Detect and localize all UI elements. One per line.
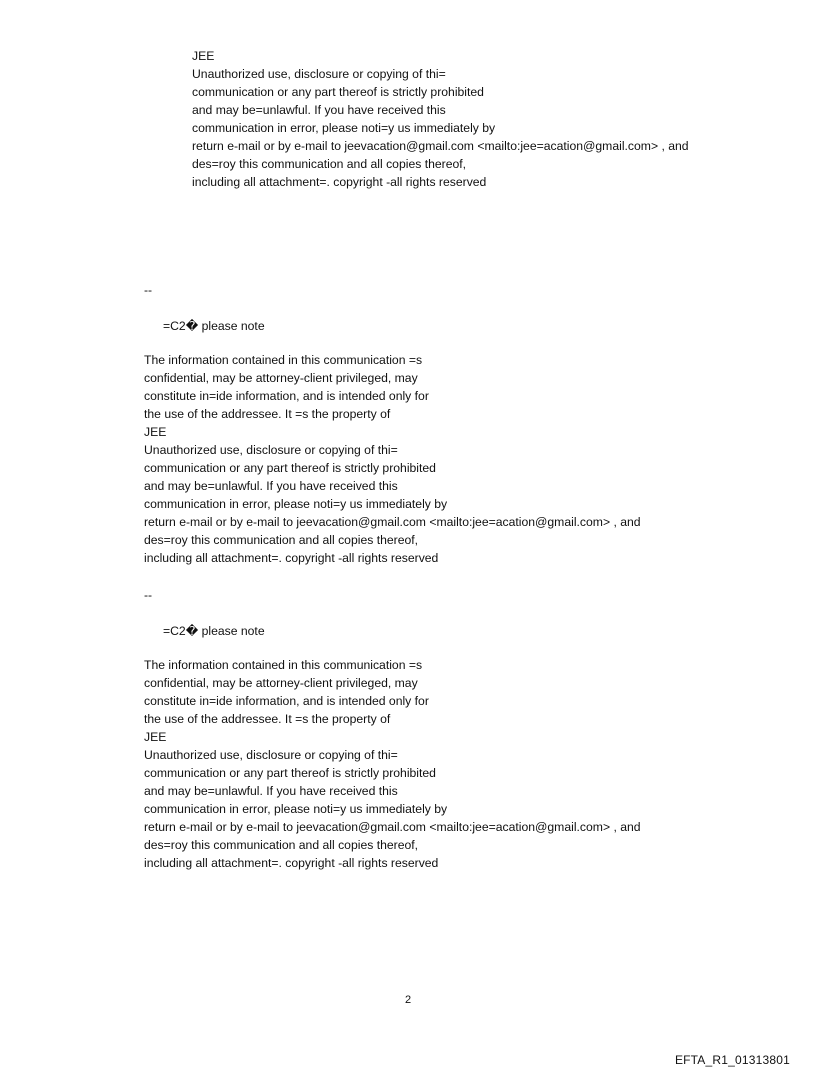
section-1-line-9: communication in error, please noti=y us immediately by xyxy=(144,497,448,511)
section-1-line-7: communication or any part thereof is strictly prohibited xyxy=(144,461,436,475)
section-2-line-1: The information contained in this communication =s xyxy=(144,658,423,672)
section-2-line-10: return e-mail or by e-mail to jeevacation@gmail.com <mailto:jee=acation@gmail.com> , and xyxy=(144,820,641,834)
section-1-note: =C2� please note xyxy=(163,319,265,333)
section-2-separator: -- xyxy=(144,588,153,602)
section-2-line-2: confidential, may be attorney-client privileged, may xyxy=(144,676,418,690)
page-number: 2 xyxy=(404,994,412,1006)
section-1-line-8: and may be=unlawful. If you have received this xyxy=(144,479,398,493)
section-1-line-5: JEE xyxy=(144,425,167,439)
top-line-6: return e-mail or by e-mail to jeevacation@gmail.com <mailto:jee=acation@gmail.com> , and xyxy=(192,139,689,153)
section-1-line-1: The information contained in this communication =s xyxy=(144,353,423,367)
section-2-line-4: the use of the addressee. It =s the property of xyxy=(144,712,391,726)
section-1-line-11: des=roy this communication and all copies thereof, xyxy=(144,533,419,547)
top-line-2: Unauthorized use, disclosure or copying of thi= xyxy=(192,67,446,81)
section-2-line-9: communication in error, please noti=y us immediately by xyxy=(144,802,448,816)
section-2-line-6: Unauthorized use, disclosure or copying of thi= xyxy=(144,748,398,762)
section-1-line-12: including all attachment=. copyright -all rights reserved xyxy=(144,551,439,565)
top-line-4: and may be=unlawful. If you have received this xyxy=(192,103,446,117)
section-1-line-10: return e-mail or by e-mail to jeevacation@gmail.com <mailto:jee=acation@gmail.com> , and xyxy=(144,515,641,529)
top-line-7: des=roy this communication and all copies thereof, xyxy=(192,157,467,171)
document-id: EFTA_R1_01313801 xyxy=(674,1053,790,1067)
section-2-line-11: des=roy this communication and all copies thereof, xyxy=(144,838,419,852)
top-line-5: communication in error, please noti=y us immediately by xyxy=(192,121,496,135)
top-line-8: including all attachment=. copyright -all rights reserved xyxy=(192,175,487,189)
section-1-line-6: Unauthorized use, disclosure or copying of thi= xyxy=(144,443,398,457)
section-2-line-5: JEE xyxy=(144,730,167,744)
section-1-line-3: constitute in=ide information, and is intended only for xyxy=(144,389,429,403)
top-line-1: JEE xyxy=(192,49,215,63)
section-2-note: =C2� please note xyxy=(163,624,265,638)
section-1-line-2: confidential, may be attorney-client privileged, may xyxy=(144,371,418,385)
top-line-3: communication or any part thereof is strictly prohibited xyxy=(192,85,484,99)
section-1-separator: -- xyxy=(144,283,153,297)
section-2-line-7: communication or any part thereof is strictly prohibited xyxy=(144,766,436,780)
section-2-line-3: constitute in=ide information, and is intended only for xyxy=(144,694,429,708)
section-2-line-8: and may be=unlawful. If you have received this xyxy=(144,784,398,798)
section-1-line-4: the use of the addressee. It =s the property of xyxy=(144,407,391,421)
section-2-line-12: including all attachment=. copyright -all rights reserved xyxy=(144,856,439,870)
